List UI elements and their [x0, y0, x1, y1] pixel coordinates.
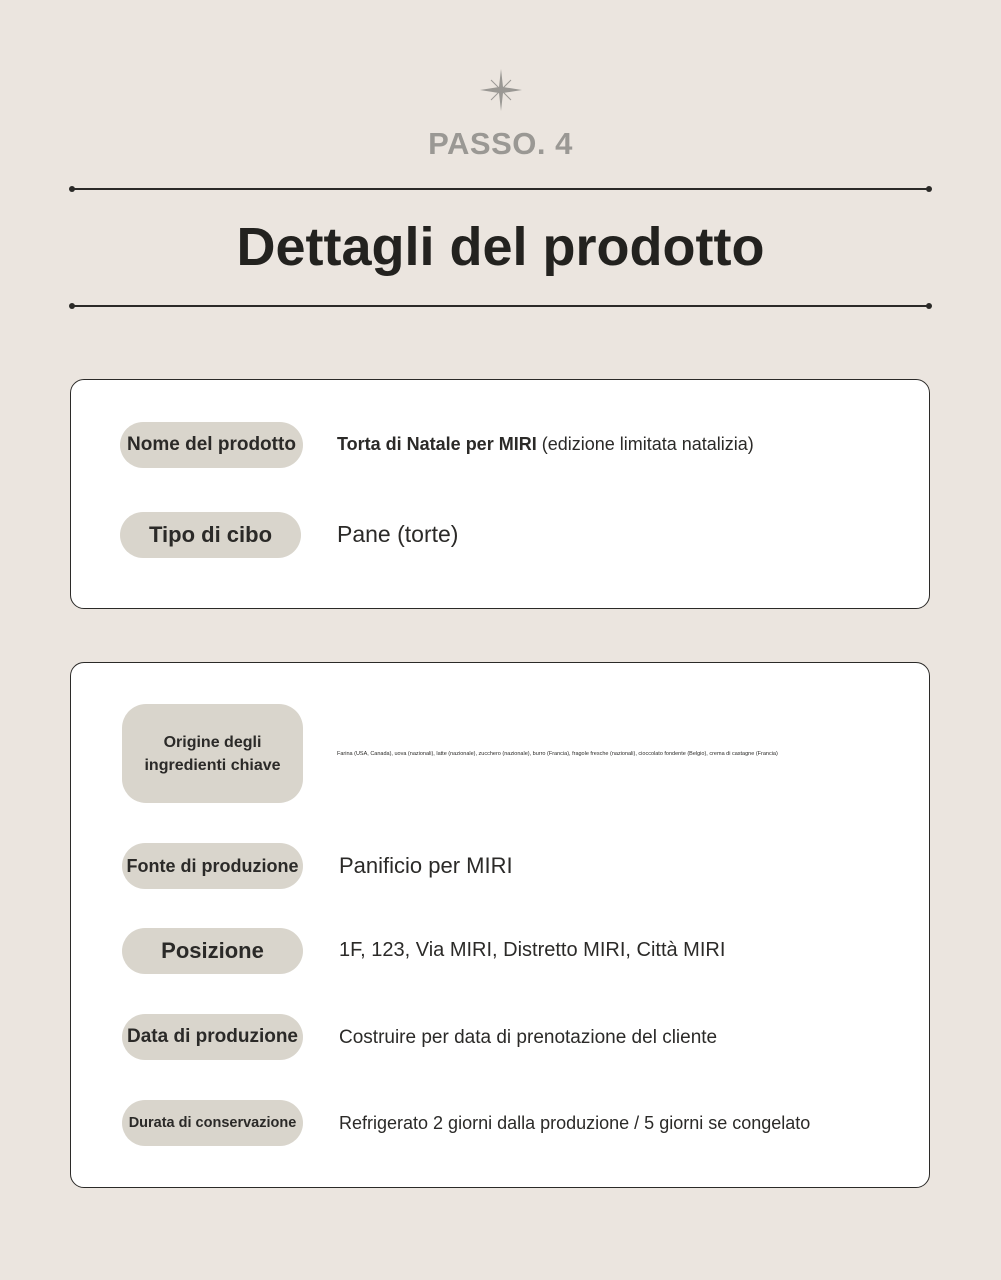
divider-top — [72, 188, 929, 190]
label-product-name: Nome del prodotto — [120, 422, 303, 468]
value-ingredients-origin: Farina (USA, Canada), uova (nazionali), latte (nazionale), zucchero (nazionale), burro (Francia), fragole fresche (nazionali), cioccolato fondente (Belgio), crema di castagne (Francia) — [337, 751, 778, 757]
label-shelf-life: Durata di conservazione — [122, 1100, 303, 1146]
value-product-name-bold: Torta di Natale per MIRI — [337, 434, 537, 454]
details-card — [70, 662, 930, 1188]
divider-bottom — [72, 305, 929, 307]
label-ingredients-origin: Origine degli ingredienti chiave — [122, 704, 303, 803]
label-food-type: Tipo di cibo — [120, 512, 301, 558]
label-production-source: Fonte di produzione — [122, 843, 303, 889]
value-shelf-life: Refrigerato 2 giorni dalla produzione / 5 giorni se congelato — [339, 1113, 811, 1133]
value-production-source: Panificio per MIRI — [339, 853, 513, 878]
page-title: Dettagli del prodotto — [236, 217, 765, 277]
value-product-name — [337, 434, 754, 455]
value-production-date: Costruire per data di prenotazione del cliente — [339, 1027, 718, 1048]
label-production-date: Data di produzione — [122, 1014, 303, 1060]
basic-info-card — [70, 379, 930, 609]
value-location: 1F, 123, Via MIRI, Distretto MIRI, Città MIRI — [339, 939, 726, 961]
value-product-name-extra: (edizione limitata natalizia) — [536, 434, 754, 454]
label-location: Posizione — [122, 928, 303, 974]
value-food-type: Pane (torte) — [337, 521, 459, 547]
sparkle-icon — [478, 67, 524, 113]
step-label: PASSO. 4 — [428, 126, 573, 161]
